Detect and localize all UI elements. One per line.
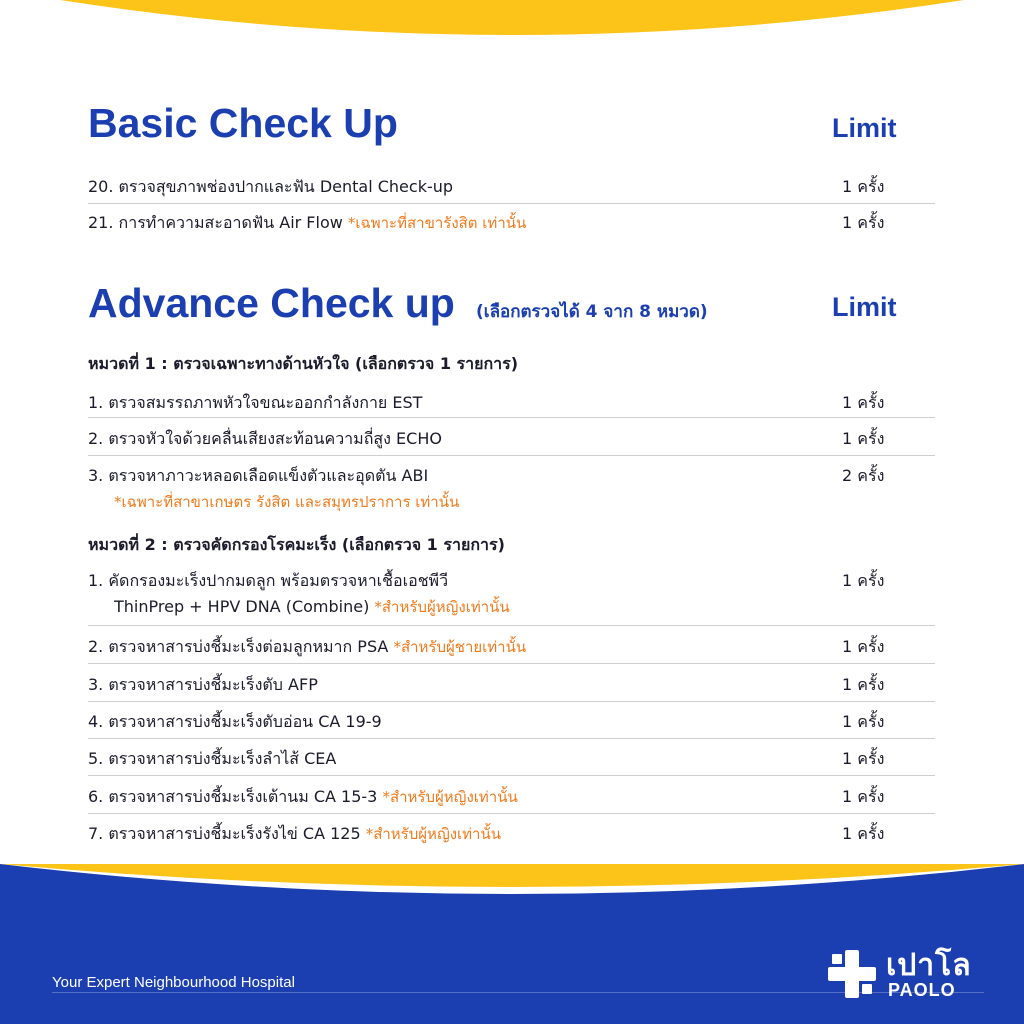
basic-limit-header: Limit: [832, 113, 897, 143]
item-count: 1 ครั้ง: [842, 429, 885, 448]
top-decor-arc: [0, 0, 1024, 60]
cross-logo-icon: [826, 948, 878, 1000]
item-label: 4. ตรวจหาสารบ่งชี้มะเร็งตับอ่อน CA 19-9: [88, 712, 382, 731]
cat2-row: [88, 568, 935, 626]
logo-english-text: PAOLO: [888, 980, 956, 1000]
item-label: 3. ตรวจหาภาวะหลอดเลือดแข็งตัวและอุดตัน ABI: [88, 466, 429, 485]
item-count: 1 ครั้ง: [842, 675, 885, 694]
category-2-title: หมวดที่ 2 : ตรวจคัดกรองโรคมะเร็ง (เลือกตรวจ 1 รายการ): [88, 535, 505, 554]
item-label: 1. คัดกรองมะเร็งปากมดลูก พร้อมตรวจหาเชื้อเอชพีวี: [88, 571, 449, 590]
item-count: 2 ครั้ง: [842, 466, 885, 485]
item-count: 1 ครั้ง: [842, 712, 885, 731]
item-label: 2. ตรวจหาสารบ่งชี้มะเร็งต่อมลูกหมาก PSA: [88, 637, 394, 656]
cat2-row: [88, 746, 935, 776]
item-note: *สำหรับผู้หญิงเท่านั้น: [382, 788, 518, 806]
item-label: 20. ตรวจสุขภาพช่องปากและฟัน Dental Check-up: [88, 177, 454, 196]
item-count: 1 ครั้ง: [842, 749, 885, 768]
item-count: 1 ครั้ง: [842, 177, 885, 196]
paolo-logo: [826, 940, 996, 1004]
cat2-row: [88, 784, 935, 814]
item-note: *เฉพาะที่สาขารังสิต เท่านั้น: [347, 214, 527, 232]
item-count: 1 ครั้ง: [842, 213, 885, 232]
cat2-row: [88, 672, 935, 702]
cat1-row: [88, 390, 935, 418]
item-count: 1 ครั้ง: [842, 571, 885, 590]
item-count: 1 ครั้ง: [842, 637, 885, 656]
item-label: 3. ตรวจหาสารบ่งชี้มะเร็งตับ AFP: [88, 675, 318, 694]
advance-title: Advance Check up: [88, 280, 455, 326]
basic-title: Basic Check Up: [88, 100, 398, 146]
cat2-row: [88, 821, 935, 851]
item-label: 21. การทำความสะอาดฟัน Air Flow: [88, 213, 348, 232]
advance-limit-header: Limit: [832, 292, 897, 322]
item-label-line2: ThinPrep + HPV DNA (Combine): [114, 597, 375, 616]
cat2-row: [88, 634, 935, 664]
logo-thai-text: เปาโล: [886, 948, 972, 983]
item-count: 1 ครั้ง: [842, 824, 885, 843]
basic-row: [88, 174, 935, 204]
footer-tagline: Your Expert Neighbourhood Hospital: [52, 974, 295, 991]
cat1-row: [88, 426, 935, 456]
item-note: *สำหรับผู้หญิงเท่านั้น: [374, 598, 510, 616]
item-label: 6. ตรวจหาสารบ่งชี้มะเร็งเต้านม CA 15-3: [88, 787, 383, 806]
item-count: 1 ครั้ง: [842, 393, 885, 412]
cat2-row: [88, 709, 935, 739]
item-count: 1 ครั้ง: [842, 787, 885, 806]
item-note: *เฉพาะที่สาขาเกษตร รังสิต และสมุทรปราการ เท่านั้น: [114, 493, 460, 511]
basic-row: [88, 210, 935, 240]
advance-subtitle: (เลือกตรวจได้ 4 จาก 8 หมวด): [476, 302, 708, 322]
category-1-title: หมวดที่ 1 : ตรวจเฉพาะทางด้านหัวใจ (เลือกตรวจ 1 รายการ): [88, 354, 519, 373]
item-label: 1. ตรวจสมรรถภาพหัวใจขณะออกกำลังกาย EST: [88, 393, 423, 412]
item-label: 7. ตรวจหาสารบ่งชี้มะเร็งรังไข่ CA 125: [88, 824, 366, 843]
item-label: 5. ตรวจหาสารบ่งชี้มะเร็งลำไส้ CEA: [88, 749, 337, 768]
item-label: 2. ตรวจหัวใจด้วยคลื่นเสียงสะท้อนความถี่สูง ECHO: [88, 429, 442, 448]
item-note: *สำหรับผู้ชายเท่านั้น: [393, 638, 527, 656]
cat1-row: [88, 463, 935, 519]
item-note: *สำหรับผู้หญิงเท่านั้น: [365, 825, 501, 843]
